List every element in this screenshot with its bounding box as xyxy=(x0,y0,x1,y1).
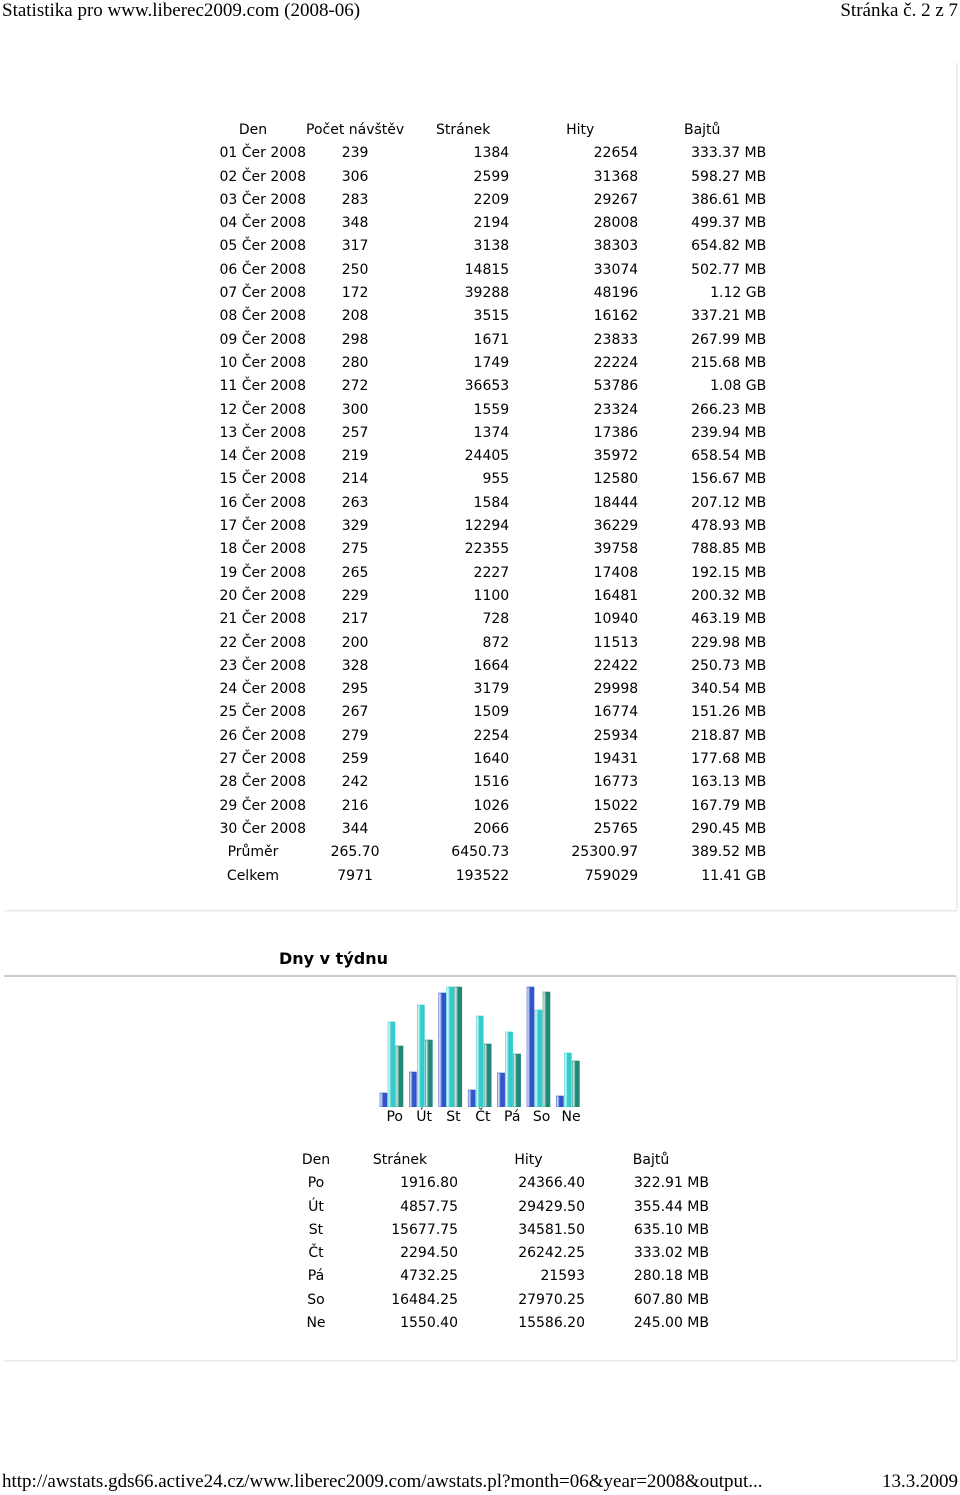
value-cell: 2599 xyxy=(473,168,510,185)
value-cell: 280 xyxy=(341,354,369,371)
value-cell: 22654 xyxy=(593,145,639,162)
summary-value: 7971 xyxy=(337,867,373,884)
value-cell: 1026 xyxy=(473,797,510,814)
table-row xyxy=(200,375,766,398)
bar-Ne-2 xyxy=(572,1061,579,1107)
date-cell: 19 Čer 2008 xyxy=(219,564,306,581)
value-cell: 3515 xyxy=(473,308,510,325)
tick-label: St xyxy=(446,1109,461,1125)
value-cell: 24405 xyxy=(464,448,510,465)
value-cell: 39758 xyxy=(593,541,639,558)
table-row xyxy=(200,725,766,748)
bar-Út-2 xyxy=(425,1040,432,1107)
date-cell: 11 Čer 2008 xyxy=(219,378,306,395)
value-cell: 4732.25 xyxy=(400,1268,458,1285)
value-cell: 19431 xyxy=(593,751,639,768)
date-cell: 28 Čer 2008 xyxy=(219,774,306,791)
value-cell: 172 xyxy=(341,285,369,302)
date-cell: 18 Čer 2008 xyxy=(219,541,306,558)
date-cell: 03 Čer 2008 xyxy=(219,191,306,208)
value-cell: 306 xyxy=(341,168,369,185)
value-cell: 275 xyxy=(341,541,369,558)
value-cell: 200.32 MB xyxy=(691,587,767,604)
value-cell: 1516 xyxy=(473,774,510,791)
value-cell: 267.99 MB xyxy=(691,331,767,348)
value-cell: 1509 xyxy=(473,704,510,721)
value-cell: 955 xyxy=(482,471,510,488)
value-cell: 502.77 MB xyxy=(691,261,767,278)
bar-Čt-2 xyxy=(484,1044,491,1107)
page-header xyxy=(0,0,960,26)
tick-label: Út xyxy=(416,1109,432,1125)
table-row xyxy=(290,1196,709,1219)
weekday-cell: Čt xyxy=(308,1245,324,1262)
summary-value: 25300.97 xyxy=(571,844,639,861)
tick-label: Po xyxy=(386,1109,403,1125)
daily-table-body xyxy=(200,142,766,888)
date-cell: 06 Čer 2008 xyxy=(219,261,306,278)
value-cell: 16481 xyxy=(593,587,639,604)
table-row xyxy=(200,166,766,189)
value-cell: 300 xyxy=(341,401,369,418)
bar-Pá-1 xyxy=(506,1032,513,1107)
table-row xyxy=(200,562,766,585)
value-cell: 1640 xyxy=(473,751,510,768)
tick-label: Čt xyxy=(475,1109,491,1125)
value-cell: 654.82 MB xyxy=(691,238,767,255)
value-cell: 12580 xyxy=(593,471,639,488)
value-cell: 607.80 MB xyxy=(633,1291,709,1308)
table-row xyxy=(200,352,766,375)
column-header: Bajtů xyxy=(683,122,721,138)
value-cell: 1916.80 xyxy=(400,1175,458,1192)
value-cell: 3179 xyxy=(473,681,510,698)
value-cell: 31368 xyxy=(593,168,639,185)
daily-stats-table xyxy=(200,119,766,888)
weekday-section xyxy=(4,949,956,1360)
value-cell: 2227 xyxy=(473,564,510,581)
value-cell: 177.68 MB xyxy=(691,751,767,768)
table-row xyxy=(200,399,766,422)
summary-label: Celkem xyxy=(226,867,280,884)
section-divider xyxy=(4,975,956,977)
column-header: Hity xyxy=(514,1152,543,1168)
value-cell: 167.79 MB xyxy=(691,797,767,814)
header-title: Statistika pro www.liberec2009.com (2008-06) xyxy=(2,0,361,21)
value-cell: 14815 xyxy=(464,261,510,278)
tick-label: Pá xyxy=(504,1109,521,1125)
weekday-cell: Pá xyxy=(307,1268,325,1285)
value-cell: 239.94 MB xyxy=(691,424,767,441)
date-cell: 27 Čer 2008 xyxy=(219,751,306,768)
date-cell: 25 Čer 2008 xyxy=(219,704,306,721)
value-cell: 15677.75 xyxy=(391,1221,458,1238)
value-cell: 344 xyxy=(341,820,369,837)
value-cell: 463.19 MB xyxy=(691,611,767,628)
weekday-cell: So xyxy=(307,1291,325,1308)
bar-Pá-0 xyxy=(498,1073,505,1107)
value-cell: 266.23 MB xyxy=(691,401,767,418)
table-row xyxy=(200,818,766,841)
value-cell: 499.37 MB xyxy=(691,215,767,232)
value-cell: 4857.75 xyxy=(400,1198,458,1215)
table-row xyxy=(290,1312,709,1335)
table-row xyxy=(200,445,766,468)
bar-So-1 xyxy=(535,1010,542,1107)
weekday-cell: St xyxy=(308,1221,324,1238)
value-cell: 15022 xyxy=(593,797,639,814)
date-cell: 30 Čer 2008 xyxy=(219,820,306,837)
value-cell: 2194 xyxy=(473,215,510,232)
value-cell: 23833 xyxy=(593,331,639,348)
value-cell: 1100 xyxy=(473,587,510,604)
column-header: Stránek xyxy=(372,1152,428,1168)
value-cell: 16484.25 xyxy=(391,1291,458,1308)
bar-Pá-2 xyxy=(514,1054,521,1107)
value-cell: 11513 xyxy=(593,634,639,651)
date-cell: 12 Čer 2008 xyxy=(219,401,306,418)
value-cell: 218.87 MB xyxy=(691,727,767,744)
table-row xyxy=(200,678,766,701)
footer-date: 13.3.2009 xyxy=(882,1471,958,1492)
table-row xyxy=(290,1172,709,1195)
table-row xyxy=(200,701,766,724)
chart-category-labels xyxy=(380,1109,586,1125)
date-cell: 14 Čer 2008 xyxy=(219,448,306,465)
table-row xyxy=(200,771,766,794)
bar-St-0 xyxy=(439,993,446,1107)
date-cell: 17 Čer 2008 xyxy=(219,518,306,535)
section-title: Dny v týdnu xyxy=(279,949,388,968)
value-cell: 216 xyxy=(341,797,369,814)
bar-Čt-1 xyxy=(476,1016,483,1107)
value-cell: 2066 xyxy=(473,820,510,837)
value-cell: 1550.40 xyxy=(400,1315,458,1332)
value-cell: 1671 xyxy=(473,331,510,348)
bar-Ne-0 xyxy=(556,1096,563,1107)
bar-Po-0 xyxy=(380,1093,387,1107)
value-cell: 15586.20 xyxy=(518,1315,585,1332)
value-cell: 259 xyxy=(341,751,369,768)
page-footer xyxy=(0,1469,960,1495)
summary-value: 759029 xyxy=(584,867,639,884)
column-header: Den xyxy=(238,122,268,138)
value-cell: 23324 xyxy=(593,401,639,418)
value-cell: 295 xyxy=(341,681,369,698)
value-cell: 267 xyxy=(341,704,369,721)
value-cell: 26242.25 xyxy=(518,1245,585,1262)
value-cell: 283 xyxy=(341,191,369,208)
value-cell: 10940 xyxy=(593,611,639,628)
summary-value: 6450.73 xyxy=(451,844,510,861)
value-cell: 2209 xyxy=(473,191,510,208)
summary-label: Průměr xyxy=(227,844,279,861)
value-cell: 34581.50 xyxy=(518,1221,585,1238)
value-cell: 329 xyxy=(341,518,369,535)
value-cell: 1664 xyxy=(473,657,510,674)
bar-Út-0 xyxy=(409,1072,416,1107)
date-cell: 10 Čer 2008 xyxy=(219,354,306,371)
value-cell: 322.91 MB xyxy=(633,1175,709,1192)
value-cell: 35972 xyxy=(593,448,639,465)
bar-St-2 xyxy=(455,987,462,1107)
date-cell: 04 Čer 2008 xyxy=(219,215,306,232)
table-row xyxy=(200,189,766,212)
weekday-cell: Po xyxy=(307,1175,325,1192)
value-cell: 1374 xyxy=(473,424,510,441)
column-header: Stránek xyxy=(436,122,491,138)
value-cell: 1559 xyxy=(473,401,510,418)
value-cell: 214 xyxy=(341,471,369,488)
table-row xyxy=(200,235,766,258)
value-cell: 340.54 MB xyxy=(691,681,767,698)
value-cell: 17408 xyxy=(593,564,639,581)
value-cell: 386.61 MB xyxy=(691,191,767,208)
bar-Po-2 xyxy=(396,1046,403,1107)
table-row xyxy=(200,422,766,445)
date-cell: 21 Čer 2008 xyxy=(219,611,306,628)
value-cell: 24366.40 xyxy=(518,1175,585,1192)
table-row xyxy=(290,1219,709,1242)
value-cell: 250.73 MB xyxy=(691,657,767,674)
table-row xyxy=(200,608,766,631)
bar-So-2 xyxy=(543,992,550,1107)
value-cell: 2294.50 xyxy=(400,1245,458,1262)
value-cell: 36653 xyxy=(464,378,510,395)
date-cell: 22 Čer 2008 xyxy=(219,634,306,651)
value-cell: 17386 xyxy=(593,424,639,441)
value-cell: 22422 xyxy=(593,657,639,674)
date-cell: 08 Čer 2008 xyxy=(219,308,306,325)
table-row xyxy=(290,1289,709,1312)
weekday-stats-table xyxy=(290,1149,709,1335)
date-cell: 16 Čer 2008 xyxy=(219,494,306,511)
value-cell: 18444 xyxy=(593,494,639,511)
column-header: Den xyxy=(301,1152,331,1168)
weekday-bar-chart xyxy=(376,979,616,1107)
date-cell: 07 Čer 2008 xyxy=(219,285,306,302)
value-cell: 22224 xyxy=(593,354,639,371)
value-cell: 215.68 MB xyxy=(691,354,767,371)
table-row xyxy=(200,492,766,515)
value-cell: 337.21 MB xyxy=(691,308,767,325)
value-cell: 265 xyxy=(341,564,369,581)
value-cell: 16773 xyxy=(593,774,639,791)
table-row xyxy=(200,212,766,235)
value-cell: 333.02 MB xyxy=(633,1245,709,1262)
bar-Út-1 xyxy=(417,1005,424,1107)
bar-So-0 xyxy=(527,987,534,1107)
value-cell: 48196 xyxy=(593,285,639,302)
value-cell: 263 xyxy=(341,494,369,511)
value-cell: 355.44 MB xyxy=(633,1198,709,1215)
value-cell: 348 xyxy=(341,215,369,232)
value-cell: 250 xyxy=(341,261,369,278)
summary-row xyxy=(200,865,766,888)
table-row xyxy=(200,538,766,561)
date-cell: 13 Čer 2008 xyxy=(219,424,306,441)
value-cell: 25934 xyxy=(593,727,639,744)
date-cell: 15 Čer 2008 xyxy=(219,471,306,488)
value-cell: 290.45 MB xyxy=(691,820,767,837)
value-cell: 1749 xyxy=(473,354,510,371)
table-row xyxy=(200,515,766,538)
value-cell: 39288 xyxy=(464,285,510,302)
value-cell: 53786 xyxy=(593,378,639,395)
column-header: Počet návštěv xyxy=(306,122,405,138)
value-cell: 33074 xyxy=(593,261,639,278)
date-cell: 02 Čer 2008 xyxy=(219,168,306,185)
value-cell: 872 xyxy=(482,634,510,651)
table-row xyxy=(290,1265,709,1288)
value-cell: 38303 xyxy=(593,238,639,255)
table-header-row xyxy=(290,1149,709,1172)
weekday-cell: Út xyxy=(308,1198,324,1215)
table-row xyxy=(200,655,766,678)
date-cell: 20 Čer 2008 xyxy=(219,587,306,604)
bar-St-1 xyxy=(447,987,454,1107)
value-cell: 29429.50 xyxy=(518,1198,585,1215)
value-cell: 658.54 MB xyxy=(691,448,767,465)
value-cell: 635.10 MB xyxy=(633,1221,709,1238)
tick-label: Ne xyxy=(561,1109,581,1125)
value-cell: 16774 xyxy=(593,704,639,721)
summary-row xyxy=(200,841,766,864)
summary-value: 265.70 xyxy=(330,844,380,861)
value-cell: 151.26 MB xyxy=(691,704,767,721)
tick-label: So xyxy=(532,1109,551,1125)
date-cell: 09 Čer 2008 xyxy=(219,331,306,348)
value-cell: 598.27 MB xyxy=(691,168,767,185)
date-cell: 23 Čer 2008 xyxy=(219,657,306,674)
summary-value: 11.41 GB xyxy=(701,867,767,884)
table-row xyxy=(290,1242,709,1265)
value-cell: 1.08 GB xyxy=(710,378,767,395)
value-cell: 163.13 MB xyxy=(691,774,767,791)
value-cell: 200 xyxy=(341,634,369,651)
table-row xyxy=(200,259,766,282)
value-cell: 298 xyxy=(341,331,369,348)
value-cell: 16162 xyxy=(593,308,639,325)
value-cell: 3138 xyxy=(473,238,510,255)
value-cell: 788.85 MB xyxy=(691,541,767,558)
column-header: Bajtů xyxy=(632,1152,670,1168)
value-cell: 272 xyxy=(341,378,369,395)
value-cell: 239 xyxy=(341,145,369,162)
value-cell: 22355 xyxy=(464,541,510,558)
value-cell: 333.37 MB xyxy=(691,145,767,162)
bar-Ne-1 xyxy=(564,1053,571,1107)
value-cell: 728 xyxy=(482,611,510,628)
table-row xyxy=(200,632,766,655)
value-cell: 229.98 MB xyxy=(691,634,767,651)
value-cell: 29998 xyxy=(593,681,639,698)
weekday-table-body xyxy=(290,1172,709,1335)
daily-stats-section xyxy=(4,62,956,910)
table-row xyxy=(200,795,766,818)
value-cell: 217 xyxy=(341,611,369,628)
value-cell: 29267 xyxy=(593,191,639,208)
value-cell: 208 xyxy=(341,308,369,325)
summary-value: 389.52 MB xyxy=(691,844,767,861)
value-cell: 1584 xyxy=(473,494,510,511)
table-row xyxy=(200,305,766,328)
value-cell: 1384 xyxy=(473,145,510,162)
value-cell: 207.12 MB xyxy=(691,494,767,511)
date-cell: 01 Čer 2008 xyxy=(219,145,306,162)
value-cell: 280.18 MB xyxy=(633,1268,709,1285)
table-row xyxy=(200,282,766,305)
value-cell: 156.67 MB xyxy=(691,471,767,488)
bar-Čt-0 xyxy=(468,1090,475,1107)
summary-value: 193522 xyxy=(455,867,510,884)
column-header: Hity xyxy=(566,122,595,138)
date-cell: 29 Čer 2008 xyxy=(219,797,306,814)
value-cell: 242 xyxy=(341,774,369,791)
value-cell: 25765 xyxy=(593,820,639,837)
value-cell: 192.15 MB xyxy=(691,564,767,581)
table-header-row xyxy=(200,119,766,142)
value-cell: 1.12 GB xyxy=(710,285,767,302)
table-row xyxy=(200,329,766,352)
value-cell: 317 xyxy=(341,238,369,255)
table-row xyxy=(200,748,766,771)
table-row xyxy=(200,585,766,608)
value-cell: 12294 xyxy=(464,518,510,535)
value-cell: 478.93 MB xyxy=(691,518,767,535)
value-cell: 2254 xyxy=(473,727,510,744)
value-cell: 21593 xyxy=(540,1268,585,1285)
value-cell: 279 xyxy=(341,727,369,744)
footer-url: http://awstats.gds66.active24.cz/www.liberec2009.com/awstats.pl?month=06&year=2008&output... xyxy=(2,1471,763,1492)
value-cell: 27970.25 xyxy=(518,1291,585,1308)
date-cell: 24 Čer 2008 xyxy=(219,681,306,698)
value-cell: 36229 xyxy=(593,518,639,535)
value-cell: 28008 xyxy=(593,215,639,232)
bar-Po-1 xyxy=(388,1022,395,1107)
date-cell: 26 Čer 2008 xyxy=(219,727,306,744)
date-cell: 05 Čer 2008 xyxy=(219,238,306,255)
value-cell: 245.00 MB xyxy=(633,1315,709,1332)
value-cell: 229 xyxy=(341,587,369,604)
value-cell: 219 xyxy=(341,448,369,465)
weekday-cell: Ne xyxy=(306,1315,326,1332)
value-cell: 257 xyxy=(341,424,369,441)
table-row xyxy=(200,142,766,165)
value-cell: 328 xyxy=(341,657,369,674)
page-number: Stránka č. 2 z 7 xyxy=(840,0,958,21)
table-row xyxy=(200,468,766,491)
